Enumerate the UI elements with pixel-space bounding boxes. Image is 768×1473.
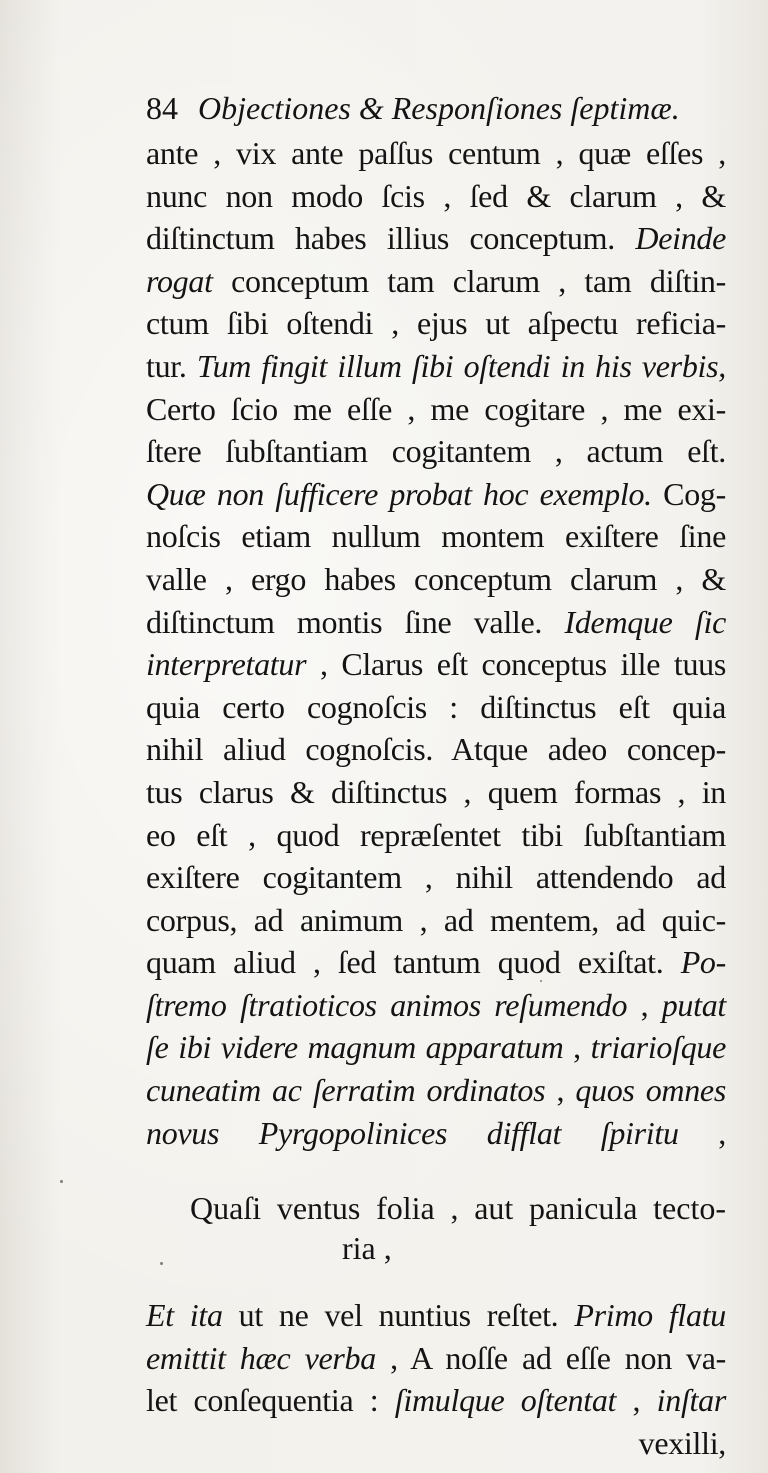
paper-speck: [160, 1262, 163, 1265]
italic-text: Tum fingit illum ſibi oſtendi in his verbis,: [196, 347, 726, 384]
italic-text: Po-: [680, 944, 726, 981]
body-text-line: [146, 473, 726, 516]
roman-text: eo eſt , quod repræſentet tibi ſubſtantiam: [146, 816, 726, 853]
italic-text: triarioſque: [590, 1029, 726, 1066]
body-text-line: [146, 984, 726, 1027]
body-text-line: [146, 771, 726, 814]
roman-text: let conſequentia :: [146, 1382, 395, 1419]
body-text: [146, 132, 726, 1154]
roman-text: tus clarus & diſtinctus , quem formas , in: [146, 773, 726, 810]
roman-text: Certo ſcio me eſſe , me cogitare , me exi-: [146, 390, 726, 427]
body-text-line: [146, 558, 726, 601]
roman-text: ante , vix ante paſſus centum , quæ eſſes ,: [146, 135, 726, 171]
roman-text: nunc non modo ſcis , ſed & clarum , &: [146, 177, 726, 214]
catchword: vexilli,: [638, 1425, 726, 1462]
body-text-line: [146, 686, 726, 729]
roman-text: corpus, ad animum , ad mentem, ad quic-: [146, 901, 726, 938]
italic-text: putat: [661, 986, 726, 1023]
body-text-line: [146, 1337, 726, 1380]
spacer: [146, 1268, 726, 1294]
roman-text: quia certo cognoſcis : diſtinctus eſt quia: [146, 688, 726, 725]
body-text-line: [146, 388, 726, 431]
roman-text: tur.: [146, 347, 197, 384]
italic-text: Idemque ſic: [564, 603, 726, 640]
roman-text: Cog-: [651, 475, 726, 512]
body-text-line: [146, 217, 726, 260]
body-text-line: [146, 899, 726, 942]
italic-text: inſtar: [656, 1382, 726, 1419]
italic-text: Quæ non ſufficere probat hoc exemplo.: [146, 475, 652, 512]
roman-text: ,: [627, 986, 662, 1023]
body-text-line: [146, 1069, 726, 1112]
body-text-line: [146, 643, 726, 686]
italic-text: cuneatim ac ſerratim ordinatos: [146, 1072, 546, 1109]
body-text-line: [146, 1026, 726, 1069]
roman-text: ,: [616, 1382, 657, 1419]
body-text-line: [146, 941, 726, 984]
running-title: Objectiones & Responſiones ſeptimæ.: [198, 90, 680, 126]
body-text-line: [146, 515, 726, 558]
italic-text: ſtremo ſtratioticos animos reſumendo: [146, 986, 628, 1023]
italic-text: novus Pyrgopolinices difflat ſpiritu: [146, 1114, 679, 1151]
body-text-line: [146, 345, 726, 388]
body-text-line: [146, 601, 726, 644]
roman-text: quam aliud , ſed tantum quod exiſtat.: [146, 944, 681, 981]
roman-text: conceptum tam clarum , tam diſtin-: [212, 262, 726, 299]
roman-text: , Clarus eſt conceptus ille tuus: [306, 646, 726, 683]
italic-text: Deinde: [635, 220, 726, 257]
italic-text: quos omnes: [575, 1072, 726, 1109]
italic-text: emittit hæc verba: [146, 1339, 376, 1376]
body-text-line: [146, 856, 726, 899]
roman-text: exiſtere cogitantem , nihil attendendo ad: [146, 859, 726, 896]
italic-text: ſe ibi videre magnum apparatum: [146, 1029, 564, 1066]
body-text-line: [146, 728, 726, 771]
roman-text: ,: [545, 1072, 576, 1109]
roman-text: ,: [563, 1029, 591, 1066]
body-text-line: [146, 175, 726, 218]
italic-text: Primo flatu: [574, 1297, 726, 1334]
body-text-continued: [146, 1294, 726, 1422]
paper-speck: [540, 980, 542, 982]
spacer: [146, 1154, 726, 1188]
verse-line-2: ria ,: [342, 1230, 392, 1267]
roman-text: nihil aliud cognoſcis. Atque adeo concep-: [146, 731, 726, 768]
body-text-line: [146, 1294, 726, 1337]
italic-text: rogat: [146, 262, 213, 299]
italic-text: interpretatur: [146, 646, 307, 683]
running-head: [146, 86, 726, 130]
roman-text: ctum ſibi oſtendi , ejus ut aſpectu reficia-: [146, 305, 726, 342]
verse-line-1: Quaſi ventus folia , aut panicula tecto-: [190, 1190, 726, 1227]
page-number: 84: [146, 90, 178, 126]
paper-speck: [60, 1180, 63, 1183]
italic-text: Et ita: [146, 1297, 223, 1334]
roman-text: noſcis etiam nullum montem exiſtere ſine: [146, 518, 726, 555]
roman-text: ,: [678, 1114, 727, 1151]
roman-text: ut ne vel nuntius reſtet.: [222, 1297, 575, 1334]
roman-text: diſtinctum montis ſine valle.: [146, 603, 565, 640]
body-text-line: [146, 430, 726, 473]
body-text-line: [146, 132, 726, 175]
text-block: [146, 86, 726, 1465]
italic-text: ſimulque oſtentat: [394, 1382, 617, 1419]
body-text-line: [146, 1379, 726, 1422]
body-text-line: [146, 302, 726, 345]
body-text-line: [146, 1112, 726, 1155]
body-text-line: [146, 814, 726, 857]
body-text-line: [146, 260, 726, 303]
roman-text: ſtere ſubſtantiam cogitantem , actum eſt.: [146, 433, 726, 470]
roman-text: valle , ergo habes conceptum clarum , &: [146, 560, 726, 597]
roman-text: diſtinctum habes illius conceptum.: [146, 220, 636, 257]
roman-text: , A noſſe ad eſſe non va-: [375, 1339, 727, 1376]
